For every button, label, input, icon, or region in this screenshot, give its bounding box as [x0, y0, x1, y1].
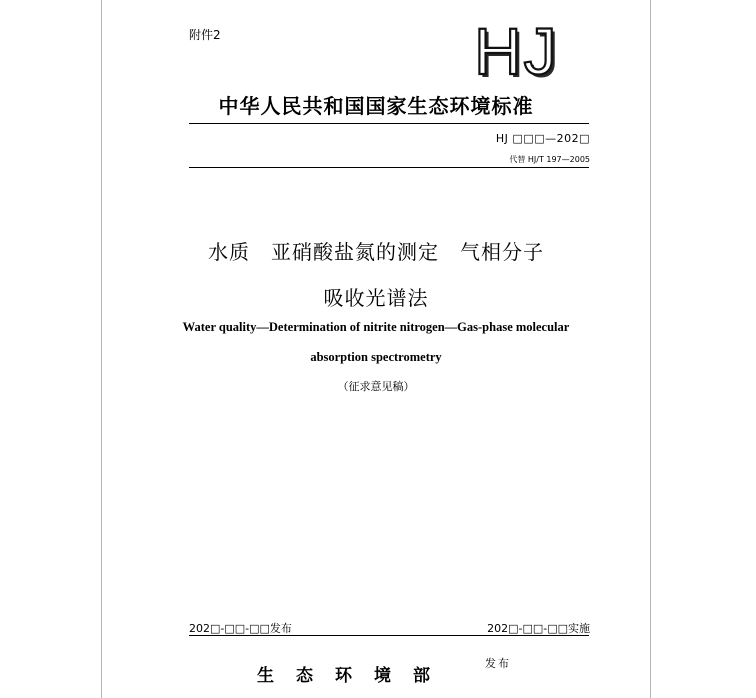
standard-name: 中华人民共和国国家生态环境标准: [218, 94, 534, 118]
draft-status: （征求意见稿）: [337, 380, 415, 393]
title-chinese-line2: 吸收光谱法: [323, 286, 429, 310]
replaces-note: 代替 HJ/T 197—2005: [509, 155, 590, 164]
issuing-ministry: 生态环境部: [257, 666, 452, 686]
title-english-line2: absorption spectrometry: [310, 350, 442, 364]
attachment-label: 附件2: [189, 28, 221, 42]
header-divider: [189, 123, 589, 124]
title-english-line1: Water quality—Determination of nitrite nitrogen—Gas-phase molecular: [182, 320, 570, 334]
title-divider: [189, 167, 589, 168]
implement-date: 202□-□□-□□实施: [487, 622, 590, 635]
standard-code: HJ □□□—202□: [495, 132, 590, 145]
issue-date: 202□-□□-□□发布: [189, 622, 292, 635]
document-page: [101, 0, 651, 698]
hj-logo: HJ: [474, 14, 559, 88]
title-chinese-line1: 水质 亚硝酸盐氮的测定 气相分子: [208, 240, 544, 264]
publish-label: 发布: [485, 657, 511, 670]
footer-divider: [189, 635, 589, 636]
